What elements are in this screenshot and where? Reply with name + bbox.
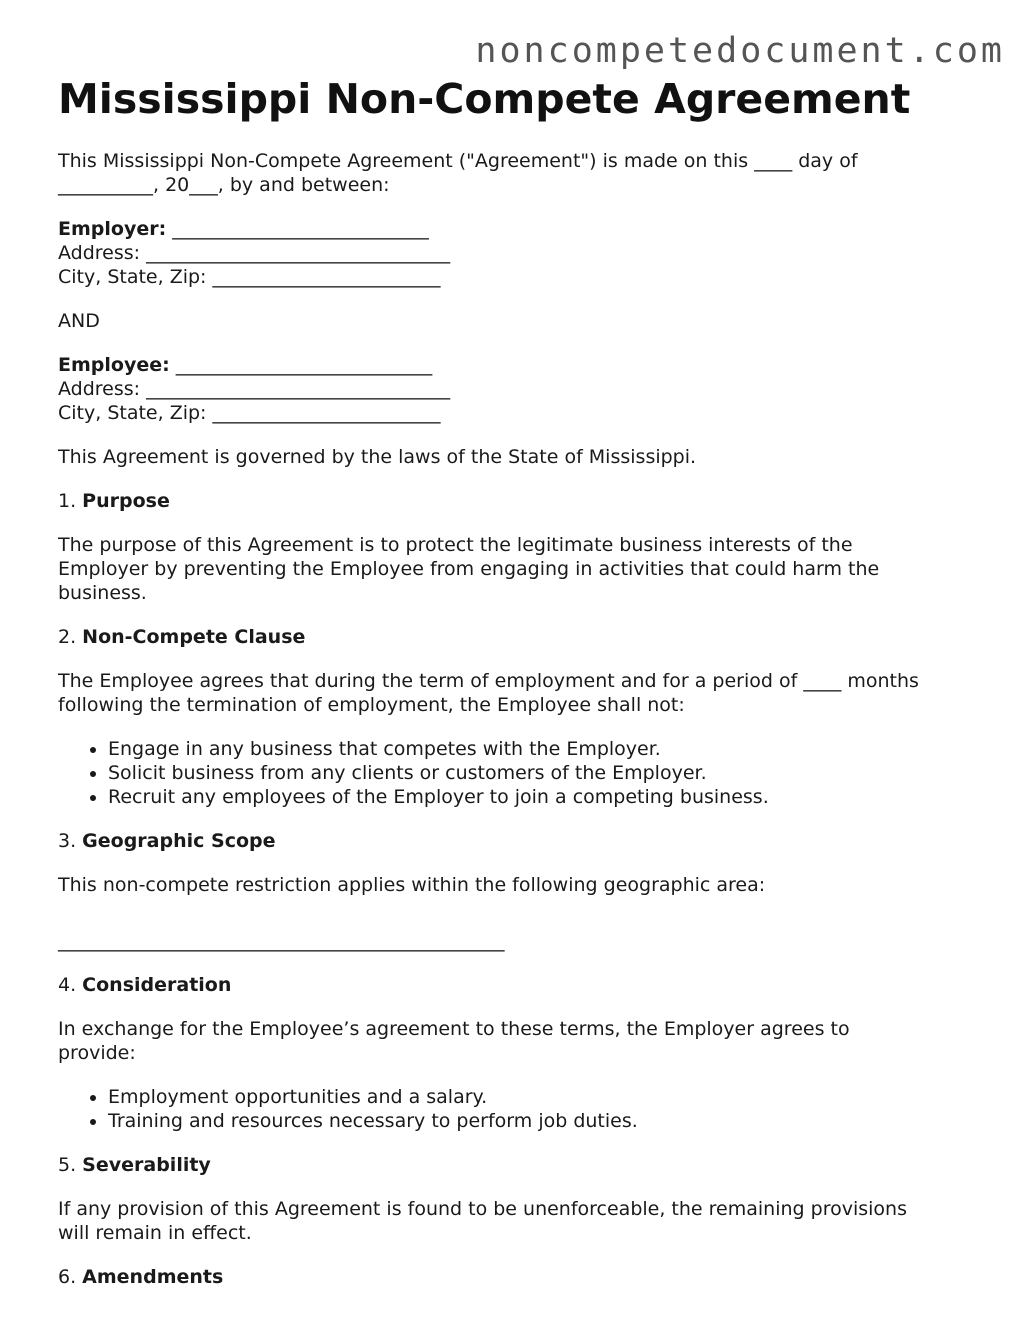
site-watermark: noncompetedocument.com [475, 31, 1005, 71]
employer-address-line: Address: ________________________________ [58, 242, 451, 264]
section-heading-geographic-scope [58, 829, 993, 853]
severability-paragraph [58, 1197, 993, 1245]
section-title: Amendments [82, 1266, 224, 1288]
section-heading-amendments [58, 1265, 993, 1289]
intro-line: This Mississippi Non-Compete Agreement ("Agreement") is made on this ____ day of [58, 150, 858, 172]
section-number: 6. [58, 1266, 83, 1288]
section-heading-severability [58, 1153, 993, 1177]
section-number: 3. [58, 830, 83, 852]
employee-city-line: City, State, Zip: ________________________ [58, 402, 441, 424]
list-item: • Solicit business from any clients or customers of the Employer. [108, 761, 993, 785]
intro-paragraph [58, 149, 993, 197]
section-title: Purpose [82, 490, 170, 512]
paragraph-line: will remain in effect. [58, 1222, 252, 1244]
section-title: Severability [82, 1154, 211, 1176]
paragraph-line: provide: [58, 1042, 136, 1064]
geographic-scope-paragraph: This non-compete restriction applies within the following geographic area: [58, 874, 766, 896]
list-item: • Engage in any business that competes with the Employer. [108, 737, 993, 761]
document-body [58, 74, 993, 1289]
paragraph-line: Employer by preventing the Employee from engaging in activities that could harm the [58, 558, 880, 580]
employer-name-blank: ___________________________ [166, 218, 429, 240]
paragraph-line: In exchange for the Employee’s agreement to these terms, the Employer agrees to [58, 1018, 850, 1040]
and-separator: AND [58, 310, 100, 332]
section-title: Non-Compete Clause [82, 626, 306, 648]
paragraph-line: The Employee agrees that during the term of employment and for a period of ____ months [58, 670, 919, 692]
section-number: 1. [58, 490, 83, 512]
non-compete-paragraph [58, 669, 993, 717]
paragraph-line: If any provision of this Agreement is found to be unenforceable, the remaining provisions [58, 1198, 907, 1220]
employee-address-line: Address: ________________________________ [58, 378, 451, 400]
employer-city-line: City, State, Zip: ________________________ [58, 266, 441, 288]
section-heading-non-compete [58, 625, 993, 649]
section-heading-purpose [58, 489, 993, 513]
employer-label: Employer: [58, 218, 167, 240]
employer-block [58, 217, 993, 289]
employee-name-blank: ___________________________ [169, 354, 433, 376]
paragraph-line: business. [58, 582, 147, 604]
section-number: 5. [58, 1154, 83, 1176]
purpose-paragraph [58, 533, 993, 605]
section-number: 4. [58, 974, 83, 996]
section-heading-consideration [58, 973, 993, 997]
employee-name-line [58, 353, 993, 377]
list-item: • Recruit any employees of the Employer to join a competing business. [108, 785, 993, 809]
intro-line: __________, 20___, by and between: [58, 174, 390, 196]
section-title: Consideration [82, 974, 232, 996]
paragraph-line: The purpose of this Agreement is to protect the legitimate business interests of the [58, 534, 853, 556]
list-item: • Training and resources necessary to perform job duties. [108, 1109, 993, 1133]
employee-label: Employee: [58, 354, 170, 376]
geographic-area-blank: _______________________________________________ [58, 930, 505, 952]
governing-law-text: This Agreement is governed by the laws of the State of Mississippi. [58, 446, 697, 468]
section-title: Geographic Scope [82, 830, 276, 852]
consideration-paragraph [58, 1017, 993, 1065]
employee-block [58, 353, 993, 425]
list-item: • Employment opportunities and a salary. [108, 1085, 993, 1109]
document-title: Mississippi Non-Compete Agreement [58, 75, 911, 123]
non-compete-list [58, 737, 993, 809]
section-number: 2. [58, 626, 83, 648]
paragraph-line: following the termination of employment, the Employee shall not: [58, 694, 685, 716]
employer-name-line [58, 217, 993, 241]
consideration-list [58, 1085, 993, 1133]
